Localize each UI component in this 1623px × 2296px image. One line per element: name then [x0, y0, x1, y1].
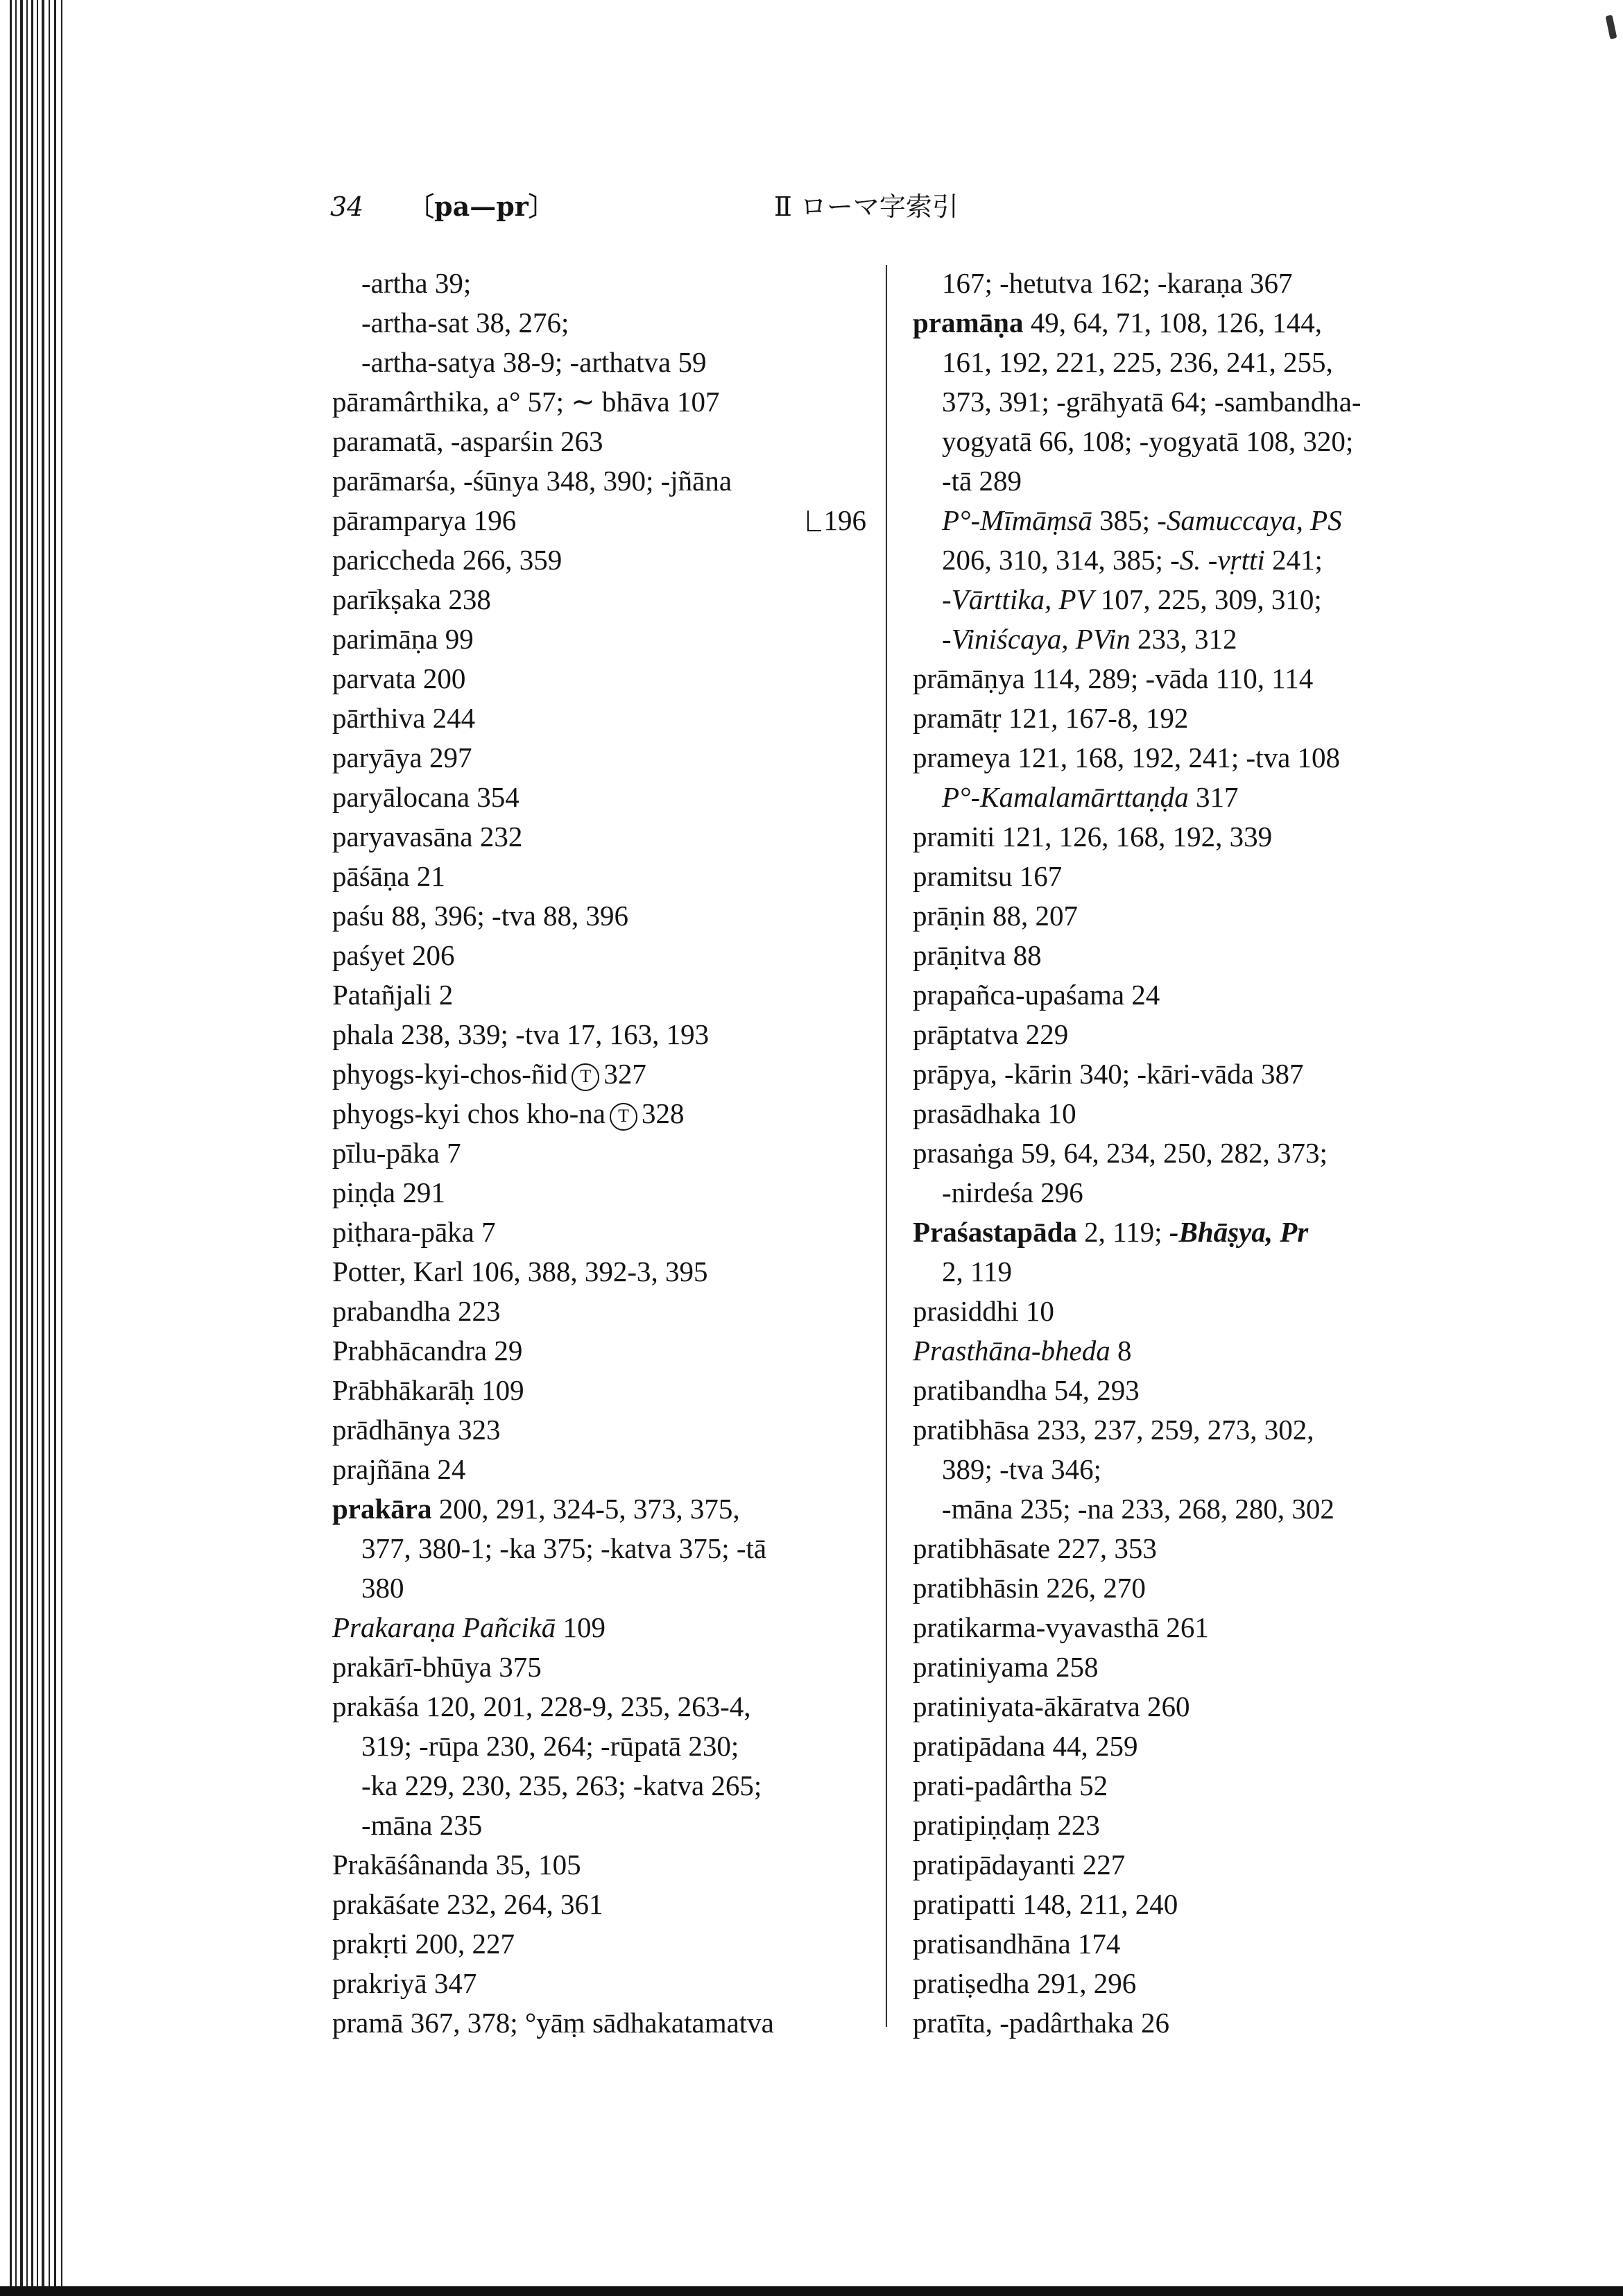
index-entry: [332, 857, 866, 896]
entry-text: 2, 119: [942, 1256, 1012, 1287]
index-entry: [913, 1094, 1440, 1133]
entry-text: -tā 289: [942, 465, 1022, 497]
section-title: Ⅱ ローマ字索引: [774, 191, 959, 222]
continuation-number: 196: [823, 504, 866, 536]
entry-text: Prakāśânanda 35, 105: [332, 1849, 581, 1881]
entry-text: pramā 367, 378; °yāṃ sādhakatamatva: [332, 2007, 774, 2039]
entry-text: prasiddhi 10: [913, 1295, 1054, 1327]
index-entry: [913, 659, 1440, 699]
index-entry: [913, 1213, 1440, 1252]
entry-text: 200, 291, 324-5, 373, 375,: [431, 1493, 740, 1525]
index-entry: [913, 1252, 1440, 1292]
index-entry: [913, 540, 1440, 580]
index-entry: [913, 580, 1440, 619]
entry-text: pratipādayanti 227: [913, 1849, 1126, 1881]
entry-text: phyogs-kyi-chos-ñid: [332, 1058, 568, 1090]
index-entry: [332, 1292, 866, 1331]
index-entry: [332, 1371, 866, 1410]
index-entry: [332, 1924, 866, 1964]
entry-text: piṇḍa 291: [332, 1176, 445, 1208]
index-entry: [913, 303, 1440, 343]
entry-text: prabandha 223: [332, 1295, 501, 1327]
entry-text: prakṛti 200, 227: [332, 1928, 515, 1960]
entry-text: -Samuccaya, PS: [1157, 504, 1342, 536]
index-entry: [332, 896, 866, 936]
entry-text: 233, 312: [1130, 623, 1237, 655]
entry-text: 380: [361, 1572, 404, 1604]
index-entry: [332, 1845, 866, 1885]
index-entry: [332, 303, 866, 343]
index-entry: [913, 501, 1440, 540]
index-entry: [913, 896, 1440, 936]
entry-text: parimāṇa 99: [332, 623, 474, 655]
entry-text: Patañjali 2: [332, 979, 454, 1011]
entry-text: prakāra: [332, 1493, 432, 1525]
index-entry: [913, 1331, 1440, 1371]
index-entry: [913, 1054, 1440, 1094]
index-entry: [332, 778, 866, 817]
entry-text: -māna 235: [361, 1809, 483, 1841]
index-entry: [913, 1489, 1440, 1529]
entry-text: pratiṣedha 291, 296: [913, 1967, 1137, 1999]
index-entry: [332, 975, 866, 1015]
index-entry: [913, 1845, 1440, 1885]
entry-text: pratibandha 54, 293: [913, 1374, 1140, 1406]
entry-text: Prābhākarāḥ 109: [332, 1374, 524, 1406]
entry-text: paramatā, -asparśin 263: [332, 425, 603, 457]
index-entry: [913, 1015, 1440, 1054]
index-entry: [332, 461, 866, 501]
entry-text: 317: [1188, 781, 1239, 813]
index-entry: [332, 343, 866, 382]
index-entry: [332, 1252, 866, 1292]
index-entry: [332, 1410, 866, 1450]
entry-text: -ka 229, 230, 235, 263; -katva 265;: [361, 1770, 762, 1801]
entry-text: 328: [642, 1097, 685, 1129]
entry-text: pāramparya 196: [332, 504, 517, 536]
index-entry: [332, 1608, 866, 1647]
entry-text: pratikarma-vyavasthā 261: [913, 1611, 1209, 1643]
index-entry: [913, 382, 1440, 422]
entry-text: piṭhara-pāka 7: [332, 1216, 496, 1248]
entry-text: pāramârthika, a° 57; ∼ bhāva 107: [332, 386, 720, 418]
entry-text: prāpya, -kārin 340; -kāri-vāda 387: [913, 1058, 1304, 1090]
entry-text: prakārī-bhūya 375: [332, 1651, 542, 1683]
index-entry: [913, 1964, 1440, 2003]
page-number: 34: [330, 191, 364, 222]
entry-text: phala 238, 339; -tva 17, 163, 193: [332, 1018, 710, 1050]
entry-text: prati-padârtha 52: [913, 1770, 1108, 1801]
entry-text: -Bhāṣya, Pr: [1169, 1216, 1309, 1248]
entry-text: prameya 121, 168, 192, 241; -tva 108: [913, 742, 1341, 773]
entry-text: 389; -tva 346;: [942, 1453, 1102, 1485]
entry-text: pāśāṇa 21: [332, 860, 445, 892]
entry-text: pratibhāsin 226, 270: [913, 1572, 1146, 1604]
corner-bracket-icon: [807, 511, 821, 531]
index-entry: [332, 1647, 866, 1687]
entry-text: -māna 235; -na 233, 268, 280, 302: [942, 1493, 1334, 1525]
index-entry: [913, 817, 1440, 857]
entry-text: prādhānya 323: [332, 1414, 501, 1446]
entry-text: pīlu-pāka 7: [332, 1137, 461, 1169]
entry-text: parvata 200: [332, 662, 466, 694]
index-entry: [332, 1331, 866, 1371]
entry-text: -S. -vṛtti: [1170, 544, 1265, 576]
entry-text: prakriyā 347: [332, 1967, 477, 1999]
entry-text: prasādhaka 10: [913, 1097, 1076, 1129]
entry-text: prasaṅga 59, 64, 234, 250, 282, 373;: [913, 1137, 1328, 1169]
index-entry: [913, 1133, 1440, 1173]
index-entry: [913, 461, 1440, 501]
index-entry: [913, 1766, 1440, 1806]
index-entry: [913, 738, 1440, 778]
index-entry: [913, 619, 1440, 659]
entry-text: paryavasāna 232: [332, 821, 523, 853]
entry-text: Praśastapāda: [913, 1216, 1077, 1248]
index-entry: [332, 1213, 866, 1252]
index-entry: [913, 1727, 1440, 1766]
index-entry: [913, 1292, 1440, 1331]
index-entry: [332, 580, 866, 619]
index-entry: [332, 1133, 866, 1173]
index-entry: [332, 659, 866, 699]
index-entry: [913, 1885, 1440, 1924]
index-entry: [913, 1924, 1440, 1964]
entry-text: pratīta, -padârthaka 26: [913, 2007, 1169, 2039]
entry-text: Prasthāna-bheda: [913, 1335, 1110, 1367]
index-entry: [913, 975, 1440, 1015]
index-entry: [913, 1450, 1440, 1489]
entry-text: Potter, Karl 106, 388, 392-3, 395: [332, 1256, 708, 1287]
index-entry: [332, 1806, 866, 1845]
index-entry: [332, 619, 866, 659]
entry-text: prāptatva 229: [913, 1018, 1069, 1050]
tibetan-marker: T: [610, 1103, 637, 1131]
entry-text: 206, 310, 314, 385;: [942, 544, 1171, 576]
entry-text: pratipādana 44, 259: [913, 1730, 1138, 1762]
continuation-ref: [807, 501, 867, 540]
entry-text: prakāśate 232, 264, 361: [332, 1888, 603, 1920]
index-entry: [913, 1806, 1440, 1845]
index-entry: [332, 2003, 866, 2043]
entry-text: paśyet 206: [332, 939, 455, 971]
entry-text: pariccheda 266, 359: [332, 544, 563, 576]
page-header: [330, 186, 1484, 228]
entry-text: P°-Mīmāṃsā: [942, 504, 1092, 536]
index-entry: [332, 1054, 866, 1094]
index-entry: [332, 422, 866, 461]
entry-text: P°-Kamalamārttaṇḍa: [942, 781, 1189, 813]
index-entry: [913, 1568, 1440, 1608]
index-entry: [332, 817, 866, 857]
entry-text: paryālocana 354: [332, 781, 519, 813]
entry-text: pratisandhāna 174: [913, 1928, 1121, 1960]
entry-text: 241;: [1264, 544, 1323, 576]
entry-text: parāmarśa, -śūnya 348, 390; -jñāna: [332, 465, 732, 497]
entry-text: parīkṣaka 238: [332, 583, 491, 615]
index-entry: [332, 936, 866, 975]
index-entry: [332, 1489, 866, 1529]
index-entry: [913, 1687, 1440, 1727]
entry-text: 319; -rūpa 230, 264; -rūpatā 230;: [361, 1730, 739, 1762]
index-entry: [913, 1529, 1440, 1568]
index-entry: [913, 1410, 1440, 1450]
entry-text: 373, 391; -grāhyatā 64; -sambandha-: [942, 386, 1362, 418]
entry-text: pratipatti 148, 211, 240: [913, 1888, 1178, 1920]
entry-text: -artha 39;: [361, 267, 472, 299]
index-column-right: [913, 264, 1440, 2043]
entry-text: paryāya 297: [332, 742, 472, 773]
entry-text: prāṇin 88, 207: [913, 900, 1078, 932]
index-entry: [913, 1608, 1440, 1647]
index-entry: [913, 778, 1440, 817]
tibetan-marker: T: [572, 1063, 599, 1091]
entry-text: 327: [603, 1058, 646, 1090]
entry-text: pramātṛ 121, 167-8, 192: [913, 702, 1189, 734]
index-entry: [332, 1173, 866, 1213]
index-entry: [332, 1687, 866, 1727]
index-entry: [332, 699, 866, 738]
index-entry: [332, 501, 866, 540]
index-entry: [332, 1094, 866, 1133]
index-entry: [913, 1647, 1440, 1687]
scan-mark: [1606, 15, 1617, 39]
entry-text: prāṇitva 88: [913, 939, 1042, 971]
entry-text: Prabhācandra 29: [332, 1335, 523, 1367]
entry-text: 8: [1110, 1335, 1132, 1367]
entry-text: pratibhāsa 233, 237, 259, 273, 302,: [913, 1414, 1314, 1446]
entry-text: 109: [556, 1611, 606, 1643]
scan-bottom-edge: [0, 2286, 1623, 2296]
index-entry: [913, 936, 1440, 975]
index-entry: [332, 738, 866, 778]
index-entry: [913, 2003, 1440, 2043]
entry-text: 2, 119;: [1076, 1216, 1169, 1248]
entry-text: yogyatā 66, 108; -yogyatā 108, 320;: [942, 425, 1354, 457]
entry-text: prapañca-upaśama 24: [913, 979, 1160, 1011]
entry-text: 167; -hetutva 162; -karaṇa 367: [942, 267, 1293, 299]
index-entry: [332, 1015, 866, 1054]
entry-text: paśu 88, 396; -tva 88, 396: [332, 900, 629, 932]
entry-text: -nirdeśa 296: [942, 1176, 1083, 1208]
entry-text: -artha-satya 38-9; -arthatva 59: [361, 346, 707, 378]
entry-text: pramitsu 167: [913, 860, 1063, 892]
entry-text: 385;: [1092, 504, 1158, 536]
index-entry: [332, 1885, 866, 1924]
entry-text: 161, 192, 221, 225, 236, 241, 255,: [942, 346, 1333, 378]
index-entry: [332, 1964, 866, 2003]
index-entry: [332, 1766, 866, 1806]
index-entry: [913, 699, 1440, 738]
column-divider: [886, 265, 887, 2027]
index-entry: [332, 1529, 866, 1568]
index-entry: [913, 857, 1440, 896]
index-entry: [332, 1568, 866, 1608]
entry-range: 〔pa—pr〕: [408, 191, 555, 222]
entry-text: 377, 380-1; -ka 375; -katva 375; -tā: [361, 1532, 767, 1564]
entry-text: pārthiva 244: [332, 702, 476, 734]
index-entry: [332, 1450, 866, 1489]
entry-text: pratiniyama 258: [913, 1651, 1099, 1683]
index-entry: [913, 264, 1440, 303]
entry-text: prakāśa 120, 201, 228-9, 235, 263-4,: [332, 1690, 751, 1722]
entry-text: pratiniyata-ākāratva 260: [913, 1690, 1190, 1722]
entry-text: -Vārttika, PV: [942, 583, 1094, 615]
index-entry: [913, 422, 1440, 461]
index-entry: [332, 1727, 866, 1766]
index-entry: [913, 1173, 1440, 1213]
entry-text: prajñāna 24: [332, 1453, 466, 1485]
index-column-left: [332, 264, 866, 2043]
entry-text: Prakaraṇa Pañcikā: [332, 1611, 556, 1643]
index-entry: [913, 343, 1440, 382]
entry-text: 107, 225, 309, 310;: [1093, 583, 1322, 615]
entry-text: -artha-sat 38, 276;: [361, 307, 569, 339]
index-entry: [332, 264, 866, 303]
entry-text: pratipiṇḍaṃ 223: [913, 1809, 1100, 1841]
entry-text: -Viniścaya, PVin: [942, 623, 1131, 655]
entry-text: prāmāṇya 114, 289; -vāda 110, 114: [913, 662, 1314, 694]
entry-text: 49, 64, 71, 108, 126, 144,: [1023, 307, 1322, 339]
entry-text: pramiti 121, 126, 168, 192, 339: [913, 821, 1273, 853]
entry-text: pratibhāsate 227, 353: [913, 1532, 1157, 1564]
entry-text: phyogs-kyi chos kho-na: [332, 1097, 606, 1129]
index-entry: [332, 540, 866, 580]
entry-text: pramāṇa: [913, 307, 1024, 339]
index-entry: [332, 382, 866, 422]
binding-gutter: [0, 0, 69, 2296]
index-entry: [913, 1371, 1440, 1410]
